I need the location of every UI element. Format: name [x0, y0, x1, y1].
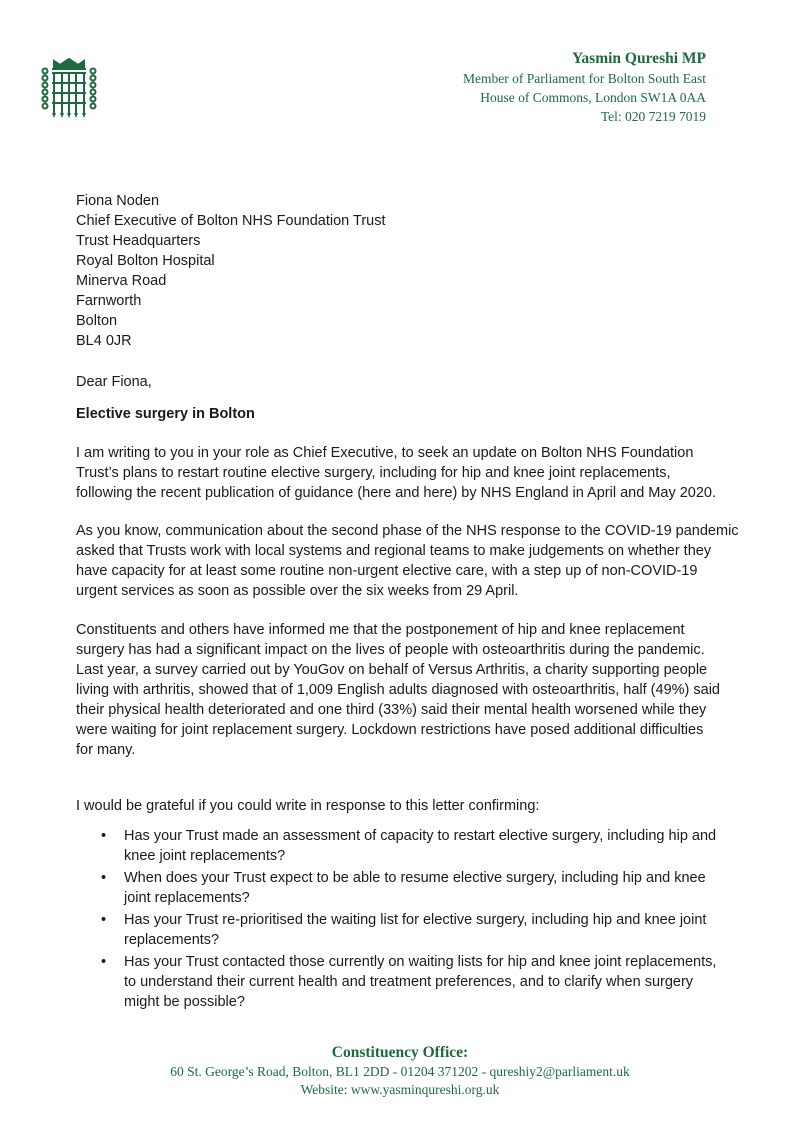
- mp-letterhead: [463, 49, 706, 126]
- list-item: [76, 868, 776, 908]
- paragraph-line: living with arthritis, showed that of 1,009 English adults diagnosed with osteoarthritis, half (49%) said: [76, 682, 720, 698]
- recipient-line: BL4 0JR: [76, 333, 132, 349]
- salutation: Dear Fiona,: [76, 374, 152, 390]
- recipient-line: Bolton: [76, 313, 118, 329]
- constituency-footer: [0, 1043, 800, 1099]
- paragraph-line: Constituents and others have informed me that the postponement of hip and knee replacement: [76, 622, 685, 638]
- footer-contact: 60 St. George’s Road, Bolton, BL1 2DD - 01204 371202 - qureshiy2@parliament.uk: [170, 1064, 630, 1079]
- paragraph-line: Last year, a survey carried out by YouGov on behalf of Versus Arthritis, a charity supporting people: [76, 662, 708, 678]
- paragraph-line: urgent services as soon as possible over the six weeks from 29 April.: [76, 583, 519, 599]
- paragraph-line: Trust’s plans to restart routine elective surgery, including for hip and knee joint replacements,: [76, 465, 671, 481]
- recipient-line: Fiona Noden: [76, 193, 160, 209]
- recipient-line: Farnworth: [76, 293, 142, 309]
- list-item-line: to understand their current health and treatment preferences, and to clarify when surgery: [124, 974, 694, 990]
- paragraph-line: surgery has had a significant impact on the lives of people with osteoarthritis during the pandemic.: [76, 642, 705, 658]
- footer-website: Website: www.yasminqureshi.org.uk: [300, 1082, 500, 1097]
- bullet-icon: •: [101, 954, 107, 970]
- list-item-line: Has your Trust contacted those currently on waiting lists for hip and knee joint replacements,: [124, 954, 717, 970]
- recipient-line: Chief Executive of Bolton NHS Foundation Trust: [76, 213, 386, 229]
- paragraph-line: following the recent publication of guidance (here and here) by NHS England in April and May 2020.: [76, 485, 717, 501]
- list-item-line: might be possible?: [124, 994, 245, 1010]
- recipient-line: Minerva Road: [76, 273, 167, 289]
- list-item: [76, 952, 776, 1012]
- paragraph-2: [76, 521, 756, 601]
- paragraph-3: [76, 620, 756, 760]
- list-item-line: When does your Trust expect to be able to resume elective surgery, including hip and knee: [124, 870, 706, 886]
- list-item-line: replacements?: [124, 932, 220, 948]
- list-item-line: joint replacements?: [124, 890, 250, 906]
- mp-role: Member of Parliament for Bolton South East: [463, 71, 706, 86]
- bullet-icon: •: [101, 828, 107, 844]
- list-item: [76, 826, 776, 866]
- paragraph-line: I am writing to you in your role as Chief Executive, to seek an update on Bolton NHS Foundation: [76, 445, 694, 461]
- subject-line: Elective surgery in Bolton: [76, 406, 255, 422]
- list-item-line: knee joint replacements?: [124, 848, 286, 864]
- mp-address: House of Commons, London SW1A 0AA: [480, 90, 706, 105]
- paragraph-1: [76, 443, 756, 503]
- paragraph-line: As you know, communication about the second phase of the NHS response to the COVID-19 pandemic: [76, 523, 739, 539]
- bullet-icon: •: [101, 870, 107, 886]
- paragraph-line: were waiting for joint replacement surgery. Lockdown restrictions have posed additional difficulties: [76, 722, 704, 738]
- paragraph-4: [76, 796, 756, 816]
- mp-name: Yasmin Qureshi MP: [571, 50, 706, 67]
- paragraph-line: have capacity for at least some routine non-urgent elective care, with a step up of non-COVID-19: [76, 563, 698, 579]
- paragraph-line: asked that Trusts work with local systems and regional teams to make judgements on whether they: [76, 543, 712, 559]
- paragraph-line: I would be grateful if you could write in response to this letter confirming:: [76, 798, 540, 814]
- recipient-line: Royal Bolton Hospital: [76, 253, 215, 269]
- list-item-line: Has your Trust made an assessment of capacity to restart elective surgery, including hip and: [124, 828, 717, 844]
- recipient-line: Trust Headquarters: [76, 233, 201, 249]
- paragraph-line: their physical health deteriorated and one third (33%) said their mental health worsened while they: [76, 702, 707, 718]
- paragraph-line: for many.: [76, 742, 136, 758]
- list-item-line: Has your Trust re-prioritised the waiting list for elective surgery, including hip and knee joint: [124, 912, 707, 928]
- recipient-address: [76, 191, 756, 351]
- list-item: [76, 910, 776, 950]
- mp-phone: Tel: 020 7219 7019: [600, 109, 706, 124]
- bullet-icon: •: [101, 912, 107, 928]
- question-list: [76, 826, 776, 1014]
- footer-title: Constituency Office:: [331, 1044, 469, 1061]
- portcullis-icon: [40, 57, 98, 119]
